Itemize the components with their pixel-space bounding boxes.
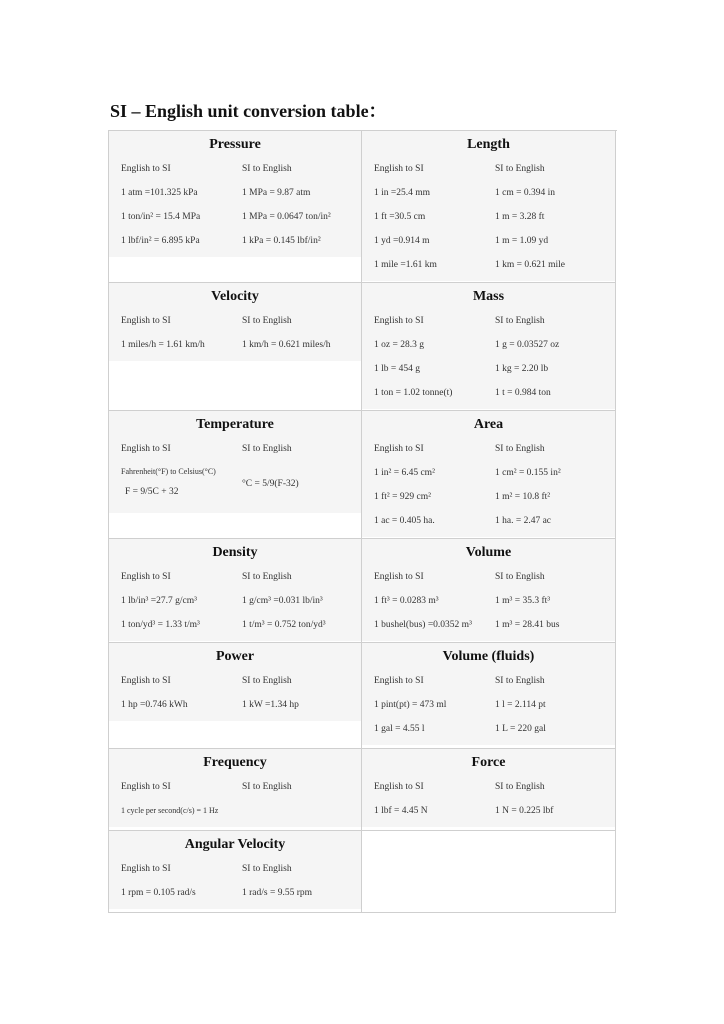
table-row	[362, 799, 615, 823]
row-english-to-si: 1 miles/h = 1.61 km/h	[121, 340, 205, 350]
panel-subhead	[109, 565, 361, 589]
panel-subhead	[109, 857, 361, 881]
subhead-english-to-si: English to SI	[121, 444, 171, 454]
subhead-si-to-english: SI to English	[242, 572, 292, 582]
row-si-to-english: 1 g = 0.03527 oz	[495, 340, 560, 350]
row-si-to-english: 1 km = 0.621 mile	[495, 260, 566, 270]
row-english-to-si: 1 lb = 454 g	[374, 364, 420, 374]
row-si-to-english: 1 m = 1.09 yd	[495, 236, 549, 246]
subhead-english-to-si: English to SI	[374, 676, 424, 686]
row-english-to-si: 1 rpm = 0.105 rad/s	[121, 888, 196, 898]
panel-subhead	[109, 309, 361, 333]
row-si-to-english: 1 m = 3.28 ft	[495, 212, 545, 222]
cell-volume-fluids	[362, 643, 616, 749]
table-row	[362, 253, 615, 277]
table-row	[362, 589, 615, 613]
panel-title: Volume	[465, 545, 512, 560]
subhead-english-to-si: English to SI	[374, 316, 424, 326]
panel-title: Length	[467, 137, 510, 152]
panel-pressure	[109, 131, 361, 257]
row-english-to-si: 1 ft² = 929 cm²	[374, 492, 431, 502]
table-row	[109, 799, 361, 823]
row-si-to-english: 1 m² = 10.8 ft²	[495, 492, 551, 502]
panel-subhead	[109, 669, 361, 693]
table-row	[362, 205, 615, 229]
table-row	[362, 693, 615, 717]
table-row	[109, 613, 361, 637]
panel-title: Density	[212, 545, 258, 560]
celsius-formula: °C = 5/9(F-32)	[242, 479, 299, 489]
table-row	[109, 229, 361, 253]
subhead-si-to-english: SI to English	[495, 444, 545, 454]
row-english-to-si: 1 ton = 1.02 tonne(t)	[374, 388, 453, 398]
table-row	[362, 485, 615, 509]
panel-title: Area	[473, 417, 504, 432]
panel-subhead	[362, 669, 615, 693]
subhead-si-to-english: SI to English	[242, 676, 292, 686]
table-row	[109, 181, 361, 205]
panel-title: Velocity	[211, 289, 259, 304]
subhead-english-to-si: English to SI	[374, 782, 424, 792]
panel-frequency	[109, 749, 361, 827]
subhead-english-to-si: English to SI	[121, 782, 171, 792]
panel-volume-fluids	[362, 643, 615, 745]
subhead-english-to-si: English to SI	[121, 864, 171, 874]
row-english-to-si: 1 ft =30.5 cm	[374, 212, 426, 222]
subhead-si-to-english: SI to English	[495, 164, 545, 174]
row-si-to-english: 1 MPa = 0.0647 ton/in²	[242, 212, 331, 222]
row-english-to-si: 1 in =25.4 mm	[374, 188, 431, 198]
subhead-english-to-si: English to SI	[374, 444, 424, 454]
table-row	[109, 333, 361, 357]
subhead-english-to-si: English to SI	[121, 316, 171, 326]
subhead-english-to-si: English to SI	[374, 572, 424, 582]
fahrenheit-formula: F = 9/5C + 32	[125, 487, 179, 497]
panel-subhead	[362, 309, 615, 333]
subhead-english-to-si: English to SI	[121, 676, 171, 686]
panel-title: Mass	[472, 289, 505, 304]
panel-length	[362, 131, 615, 281]
fahrenheit-to-celsius-label: Fahrenheit(°F) to Celsius(°C)	[121, 467, 216, 476]
cell-angular-velocity	[109, 831, 362, 913]
panel-mass	[362, 283, 615, 409]
table-row	[362, 357, 615, 381]
panel-subhead	[109, 437, 361, 461]
panel-title: Frequency	[203, 755, 267, 770]
row-english-to-si: 1 cycle per second(c/s) = 1 Hz	[121, 806, 219, 815]
cell-density	[109, 539, 362, 643]
table-row	[362, 229, 615, 253]
cell-length	[362, 131, 616, 283]
subhead-si-to-english: SI to English	[242, 164, 292, 174]
row-english-to-si: 1 hp =0.746 kWh	[121, 700, 188, 710]
cell-force	[362, 749, 616, 831]
table-row	[109, 881, 361, 905]
table-row	[362, 181, 615, 205]
subhead-si-to-english: SI to English	[495, 316, 545, 326]
row-english-to-si: 1 yd =0.914 m	[374, 236, 430, 246]
row-english-to-si: 1 lbf/in² = 6.895 kPa	[121, 236, 200, 246]
row-si-to-english: 1 m³ = 35.3 ft³	[495, 596, 551, 606]
row-si-to-english: 1 L = 220 gal	[495, 724, 546, 734]
subhead-si-to-english: SI to English	[242, 782, 292, 792]
panel-power	[109, 643, 361, 721]
row-si-to-english: 1 kPa = 0.145 lbf/in²	[242, 236, 321, 246]
page-title: SI – English unit conversion table：	[110, 101, 387, 121]
subhead-si-to-english: SI to English	[495, 676, 545, 686]
row-english-to-si: 1 oz = 28.3 g	[374, 340, 424, 350]
panel-subhead	[362, 157, 615, 181]
row-english-to-si: 1 ton/in² = 15.4 MPa	[121, 212, 201, 222]
row-si-to-english: 1 kg = 2.20 lb	[495, 364, 549, 374]
table-row	[362, 381, 615, 405]
subhead-si-to-english: SI to English	[495, 572, 545, 582]
row-english-to-si: 1 ac = 0.405 ha.	[374, 516, 435, 526]
cell-temperature	[109, 411, 362, 539]
table-row	[362, 613, 615, 637]
panel-velocity	[109, 283, 361, 361]
row-si-to-english: 1 l = 2.114 pt	[495, 700, 546, 710]
panel-subhead	[362, 437, 615, 461]
subhead-si-to-english: SI to English	[495, 782, 545, 792]
table-row	[362, 509, 615, 533]
panel-subhead	[109, 157, 361, 181]
panel-subhead	[362, 565, 615, 589]
subhead-english-to-si: English to SI	[374, 164, 424, 174]
panel-force	[362, 749, 615, 827]
row-si-to-english: 1 MPa = 9.87 atm	[242, 188, 311, 198]
cell-velocity	[109, 283, 362, 411]
row-si-to-english: 1 cm² = 0.155 in²	[495, 468, 561, 478]
row-english-to-si: 1 gal = 4.55 l	[374, 724, 425, 734]
row-english-to-si: 1 mile =1.61 km	[374, 260, 437, 270]
row-english-to-si: 1 pint(pt) = 473 ml	[374, 700, 447, 710]
row-english-to-si: 1 ft³ = 0.0283 m³	[374, 596, 439, 606]
cell-volume	[362, 539, 616, 643]
row-si-to-english: 1 g/cm³ =0.031 lb/in³	[242, 596, 323, 606]
panel-subhead	[362, 775, 615, 799]
cell-pressure	[109, 131, 362, 283]
row-si-to-english: 1 cm = 0.394 in	[495, 188, 555, 198]
cell-empty	[362, 831, 616, 913]
row-si-to-english: 1 t = 0.984 ton	[495, 388, 551, 398]
panel-title: Pressure	[209, 137, 261, 152]
panel-title: Force	[471, 755, 506, 770]
row-english-to-si: 1 lbf = 4.45 N	[374, 806, 428, 816]
panel-title: Angular Velocity	[184, 837, 286, 852]
row-si-to-english: 1 m³ = 28.41 bus	[495, 620, 560, 630]
conversion-table	[108, 130, 617, 913]
table-row	[109, 589, 361, 613]
panel-volume	[362, 539, 615, 641]
row-english-to-si: 1 atm =101.325 kPa	[121, 188, 198, 198]
row-si-to-english: 1 N = 0.225 lbf	[495, 806, 554, 816]
cell-area	[362, 411, 616, 539]
panel-title: Power	[215, 649, 255, 664]
subhead-english-to-si: English to SI	[121, 572, 171, 582]
subhead-english-to-si: English to SI	[121, 164, 171, 174]
panel-subhead	[109, 775, 361, 799]
panel-area	[362, 411, 615, 537]
panel-title: Temperature	[196, 417, 274, 432]
panel-angular-velocity	[109, 831, 361, 909]
row-si-to-english: 1 t/m³ = 0.752 ton/yd³	[242, 620, 326, 630]
row-english-to-si: 1 lb/in³ =27.7 g/cm³	[121, 596, 197, 606]
subhead-si-to-english: SI to English	[242, 316, 292, 326]
row-si-to-english: 1 rad/s = 9.55 rpm	[242, 888, 313, 898]
subhead-si-to-english: SI to English	[242, 864, 292, 874]
table-row	[109, 693, 361, 717]
subhead-si-to-english: SI to English	[242, 444, 292, 454]
row-english-to-si: 1 bushel(bus) =0.0352 m³	[374, 620, 472, 630]
table-row	[109, 461, 361, 509]
table-row	[362, 717, 615, 741]
row-si-to-english: 1 kW =1.34 hp	[242, 700, 299, 710]
row-si-to-english: 1 km/h = 0.621 miles/h	[242, 340, 331, 350]
cell-mass	[362, 283, 616, 411]
panel-temperature	[109, 411, 361, 513]
row-english-to-si: 1 ton/yd³ = 1.33 t/m³	[121, 620, 200, 630]
panel-density	[109, 539, 361, 641]
row-english-to-si: 1 in² = 6.45 cm²	[374, 468, 435, 478]
table-row	[362, 333, 615, 357]
cell-power	[109, 643, 362, 749]
cell-frequency	[109, 749, 362, 831]
panel-title: Volume (fluids)	[442, 649, 535, 664]
table-row	[362, 461, 615, 485]
row-si-to-english: 1 ha. = 2.47 ac	[495, 516, 552, 526]
row-english-to-si	[109, 461, 232, 509]
table-row	[109, 205, 361, 229]
